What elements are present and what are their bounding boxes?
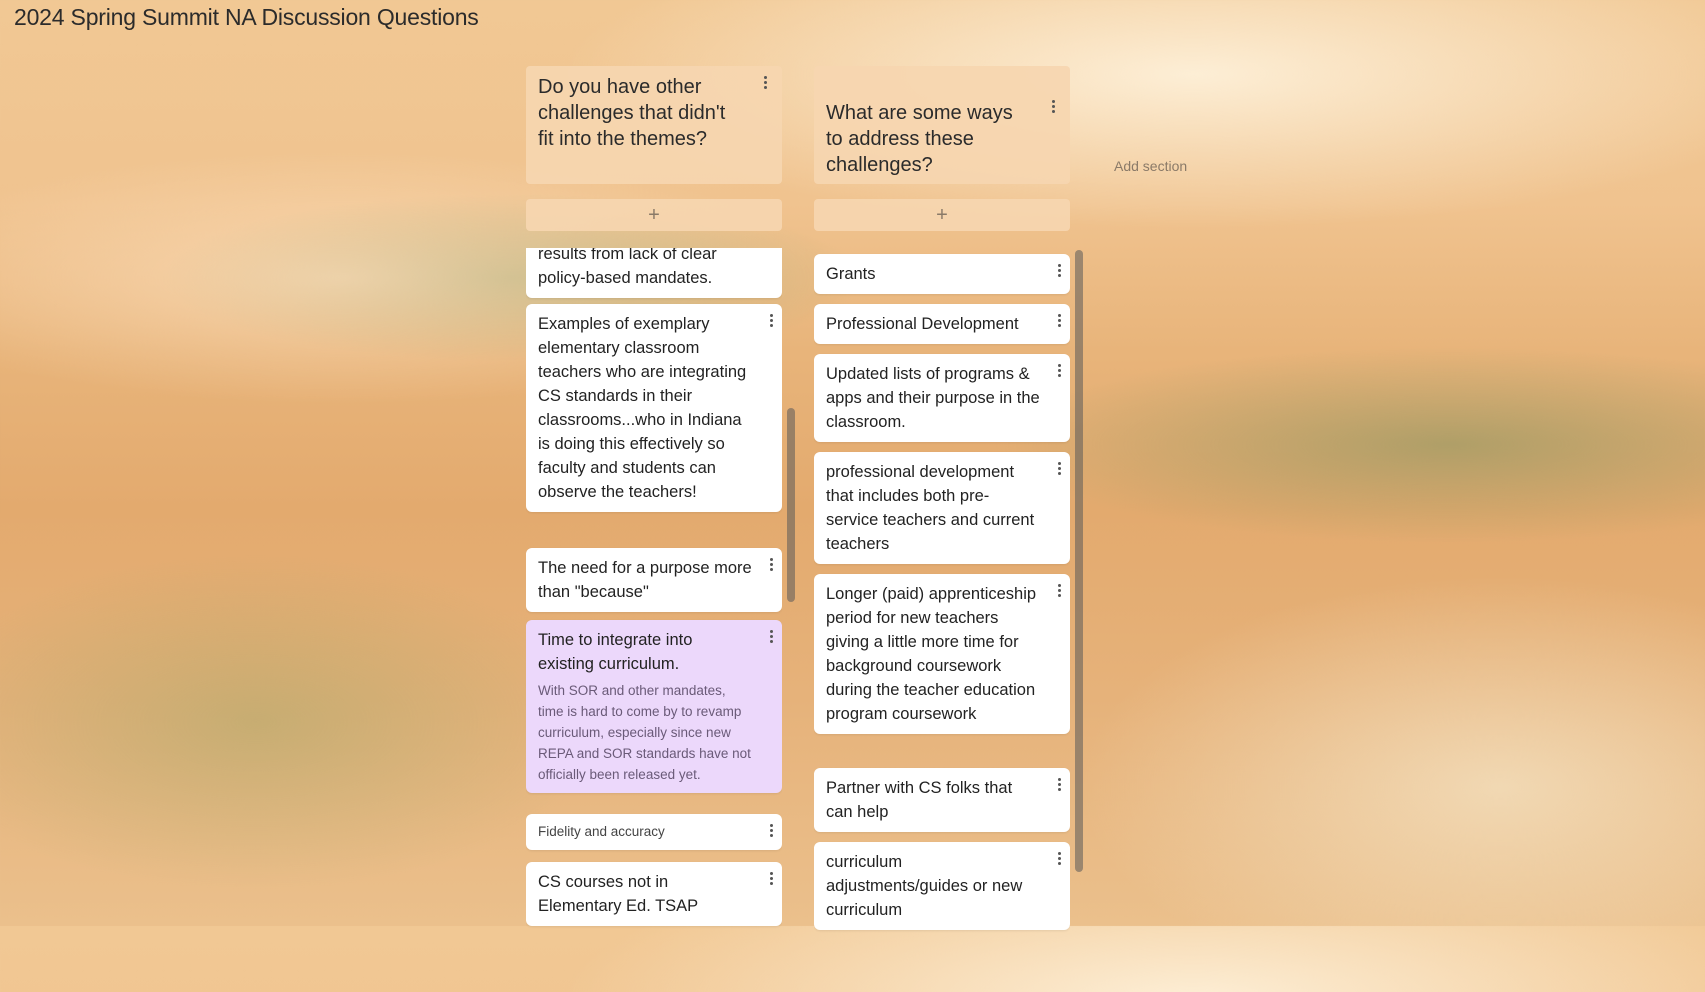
add-post-button[interactable] xyxy=(814,199,1070,231)
post-card[interactable] xyxy=(814,304,1070,344)
section-header xyxy=(526,66,782,184)
post-title: CS courses not in Elementary Ed. TSAP xyxy=(538,873,699,915)
post-card[interactable] xyxy=(814,842,1070,930)
post-menu-icon[interactable] xyxy=(770,630,774,645)
section-title: What are some ways to address these challenges? xyxy=(826,102,1013,176)
post-menu-icon[interactable] xyxy=(770,314,774,329)
post-title: The need for a purpose more than "because" xyxy=(538,559,752,601)
post-list xyxy=(526,248,782,992)
add-section-button[interactable]: Add section xyxy=(1114,158,1188,174)
post-title: results from lack of clear policy-based mandates. xyxy=(538,248,717,287)
post-menu-icon[interactable] xyxy=(1058,314,1062,329)
plus-icon: + xyxy=(936,203,948,226)
post-list xyxy=(814,248,1070,992)
post-title: Time to integrate into existing curriculum. xyxy=(538,631,693,673)
post-card[interactable] xyxy=(526,248,782,298)
post-card[interactable] xyxy=(526,814,782,850)
add-post-button[interactable] xyxy=(526,199,782,231)
post-title: Updated lists of programs & apps and their purpose in the classroom. xyxy=(826,365,1040,431)
post-card[interactable] xyxy=(814,354,1070,442)
post-card[interactable] xyxy=(526,862,782,926)
post-menu-icon[interactable] xyxy=(1058,852,1062,867)
post-card[interactable] xyxy=(814,574,1070,734)
post-title: Professional Development xyxy=(826,315,1019,333)
post-card[interactable] xyxy=(814,452,1070,564)
post-menu-icon[interactable] xyxy=(1058,264,1062,279)
post-title: Grants xyxy=(826,265,876,283)
plus-icon: + xyxy=(648,203,660,226)
section-header xyxy=(814,66,1070,184)
post-menu-icon[interactable] xyxy=(770,824,774,839)
section-menu-icon[interactable] xyxy=(764,76,768,91)
post-menu-icon[interactable] xyxy=(1058,584,1062,599)
post-title: curriculum adjustments/guides or new curriculum xyxy=(826,853,1023,919)
post-body: With SOR and other mandates, time is hard to come by to revamp curriculum, especially since new REPA and SOR standards have not officially been released yet. xyxy=(538,683,751,782)
section-solutions xyxy=(814,66,1070,919)
section-scrollbar[interactable] xyxy=(1075,250,1083,872)
post-title: Partner with CS folks that can help xyxy=(826,779,1013,821)
post-title: professional development that includes both pre-service teachers and current teachers xyxy=(826,463,1035,553)
post-card[interactable] xyxy=(814,254,1070,294)
post-card[interactable] xyxy=(526,548,782,612)
post-menu-icon[interactable] xyxy=(1058,462,1062,477)
section-menu-icon[interactable] xyxy=(1052,100,1056,115)
post-title: Examples of exemplary elementary classroom teachers who are integrating CS standards in their classrooms...who in Indiana is doing this effectively so faculty and students can observe the teachers! xyxy=(538,315,747,501)
section-challenges xyxy=(526,66,782,915)
post-menu-icon[interactable] xyxy=(1058,778,1062,793)
post-card[interactable] xyxy=(526,304,782,512)
post-menu-icon[interactable] xyxy=(770,558,774,573)
board-title: 2024 Spring Summit NA Discussion Questions xyxy=(14,4,479,30)
section-scrollbar[interactable] xyxy=(787,408,795,602)
section-title: Do you have other challenges that didn't fit into the themes? xyxy=(538,76,726,150)
post-card[interactable] xyxy=(814,768,1070,832)
post-menu-icon[interactable] xyxy=(1058,364,1062,379)
post-card[interactable] xyxy=(526,620,782,793)
post-title: Longer (paid) apprenticeship period for new teachers giving a little more time for background coursework during the teacher education program coursework xyxy=(826,585,1037,723)
post-title: Fidelity and accuracy xyxy=(538,824,665,839)
post-menu-icon[interactable] xyxy=(770,872,774,887)
